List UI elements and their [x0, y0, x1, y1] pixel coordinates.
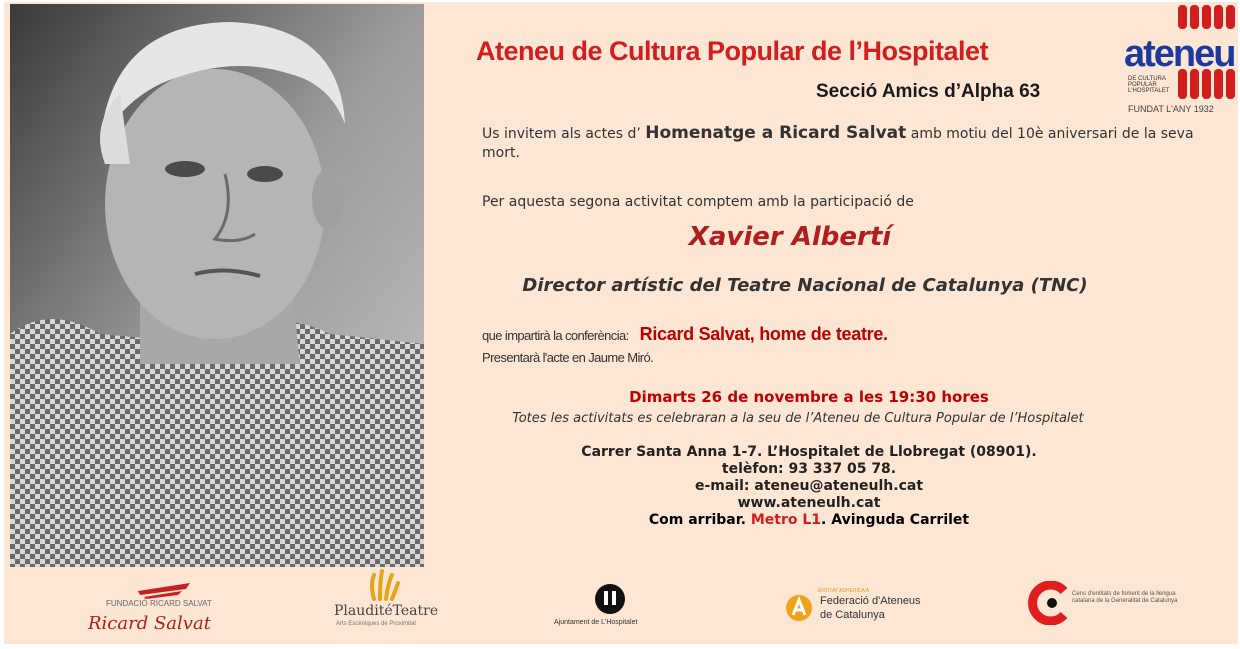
cpnl-logo	[1028, 579, 1188, 629]
directions-prefix: Com arribar.	[648, 512, 746, 528]
presenter-line: Presentarà l'acte en Jaume Miró.	[482, 350, 654, 365]
directions-suffix: . Avinguda Carrilet	[821, 512, 970, 528]
plaudite-name: PlauditéTeatre	[334, 603, 439, 619]
signature: Ricard Salvat	[88, 613, 211, 634]
event-date: Dimarts 26 de novembre a les 19:30 hores	[629, 388, 989, 406]
intro-suffix: amb motiu del 10è aniversari de la seva mort.	[482, 126, 1194, 161]
email-line: e-mail: ateneu@ateneulh.cat	[694, 478, 924, 494]
metro-line: Metro L1	[750, 512, 822, 528]
plaudite-subtitle: Arts Escèniques de Proximitat	[336, 621, 417, 627]
web-link[interactable]: www.ateneulh.cat	[737, 495, 881, 511]
logo-subtext: DE CULTURA POPULAR L'HOSPITALET	[1128, 76, 1170, 94]
sponsors-footer	[8, 569, 1240, 646]
federacio-name: Federació d'Ateneus de Catalunya	[820, 595, 921, 621]
portrait-photo	[10, 4, 424, 567]
plaudite-logo	[326, 569, 439, 639]
intro-prefix: Us invitem als actes d’	[482, 126, 641, 142]
contact-block	[504, 444, 1114, 529]
invitation-card	[4, 2, 1238, 644]
fundacio-label: FUNDACIÓ RICARD SALVAT	[106, 599, 212, 608]
speaker-role: Director artístic del Teatre Nacional de Catalunya (TNC)	[522, 275, 1088, 296]
invitation-intro	[482, 124, 1202, 163]
conference-prefix: que impartirà la conferència:	[482, 328, 629, 343]
federacio-tag: ENTITAT ADHERIDA A	[818, 588, 870, 594]
homage-title: Homenatge a Ricard Salvat	[645, 123, 907, 143]
logo-founded: FUNDAT L'ANY 1932	[1128, 104, 1214, 114]
speaker-name: Xavier Albertí	[688, 222, 892, 252]
fundacio-salvat-logo	[78, 577, 212, 637]
phone-line: telèfon: 93 337 05 78.	[721, 461, 897, 477]
conference-line	[482, 324, 888, 345]
directions-line	[504, 512, 1114, 529]
venue-note: Totes les activitats es celebraran a la seu de l’Ateneu de Cultura Popular de l’Hospitalet	[512, 411, 1084, 426]
federacio-logo	[784, 589, 954, 629]
ateneu-logo	[1124, 5, 1240, 117]
ajuntament-name: Ajuntament de L'Hospitalet	[554, 619, 638, 626]
conference-title: Ricard Salvat, home de teatre.	[639, 324, 888, 344]
main-title: Ateneu de Cultura Popular de l’Hospitalet	[476, 36, 989, 66]
address-line: Carrer Santa Anna 1-7. L’Hospitalet de Llobregat (08901).	[581, 444, 1037, 460]
logo-wordmark: ateneu	[1124, 33, 1235, 75]
activity-intro: Per aquesta segona activitat comptem amb la participació de	[482, 194, 914, 210]
section-subtitle: Secció Amics d’Alpha 63	[816, 81, 1041, 102]
cpnl-text: Cens d'entitats de foment de la llengua catalana de la Generalitat de Catalunya	[1072, 591, 1178, 604]
ajuntament-logo	[546, 583, 676, 639]
